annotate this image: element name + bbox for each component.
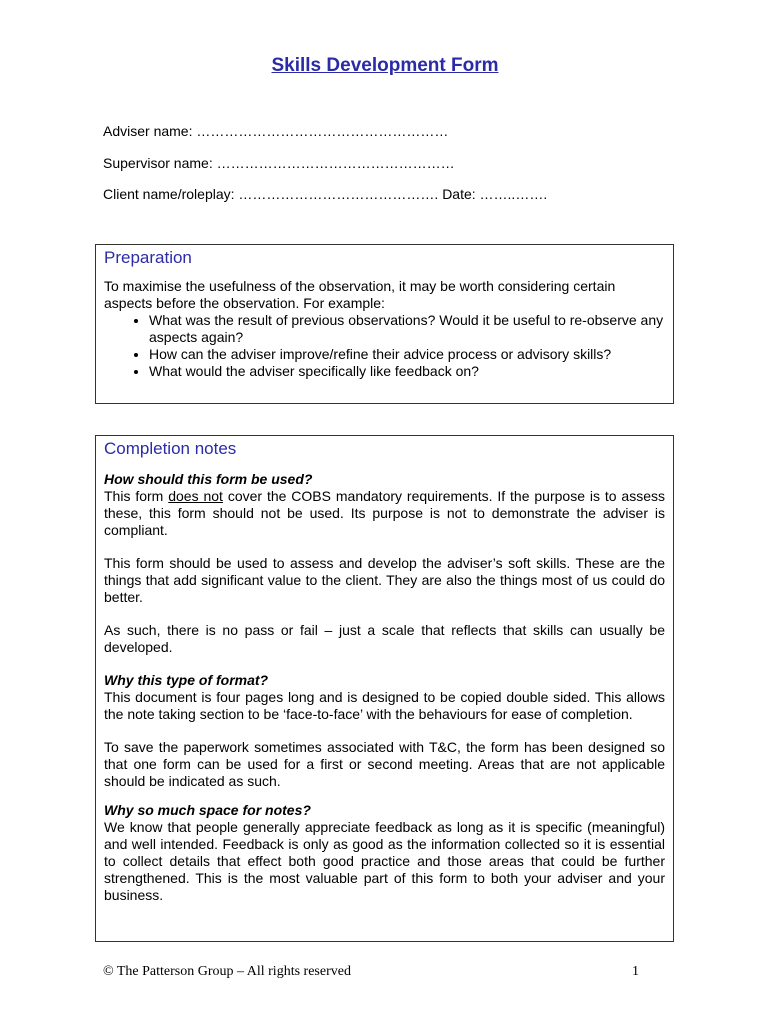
footer-copyright: © The Patterson Group – All rights reserved xyxy=(103,964,351,979)
preparation-bullet: • What was the result of previous observations? Would it be useful to re-observe any aspects again? xyxy=(149,312,665,346)
completion-notes-section xyxy=(95,435,674,942)
completion-paragraph: As such, there is no pass or fail – just a scale that reflects that skills can usually be developed. xyxy=(104,622,665,655)
preparation-intro: To maximise the usefulness of the observation, it may be worth considering certain aspects before the observation. For example: xyxy=(104,278,616,311)
adviser-name-field: Adviser name: ……………………………………………… xyxy=(103,123,449,139)
preparation-bullet: • How can the adviser improve/refine their advice process or advisory skills? xyxy=(149,346,665,363)
page-number: 1 xyxy=(632,964,639,979)
preparation-heading: Preparation xyxy=(104,248,192,267)
preparation-bullet-list xyxy=(104,312,665,380)
client-name-label: Client name/roleplay: ……………………………………. xyxy=(103,186,443,202)
preparation-section xyxy=(95,244,674,404)
does-not-emphasis: does not xyxy=(168,488,223,504)
completion-paragraph: This document is four pages long and is designed to be copied double sided. This allows the note taking section to be ‘face-to-face’ with the behaviours for ease of completion. xyxy=(104,689,665,722)
client-name-field xyxy=(103,186,547,202)
completion-notes-heading: Completion notes xyxy=(104,439,237,458)
completion-paragraph: To save the paperwork sometimes associated with T&C, the form has been designed so that one form can be used for a first or second meeting. Areas that are not applicable should be indicated as such. xyxy=(104,739,665,789)
question-heading-notes-space: Why so much space for notes? xyxy=(104,802,311,818)
date-label: Date: ……..……. xyxy=(442,186,548,202)
supervisor-name-field: Supervisor name: …………………………………………… xyxy=(103,155,455,171)
completion-paragraph: We know that people generally appreciate feedback as long as it is specific (meaningful) and well intended. Feedback is only as good as the information collected so it is essential to collect details that effect both good practice and those areas that could be further strengthened. This is the most valuable part of this form to both your adviser and your business. xyxy=(104,819,665,903)
completion-paragraph: This form should be used to assess and develop the adviser’s soft skills. These are the things that add significant value to the client. They are also the things most of us could do better. xyxy=(104,555,665,605)
question-heading-format: Why this type of format? xyxy=(104,672,269,688)
form-title: Skills Development Form xyxy=(271,55,499,76)
question-heading-how-used: How should this form be used? xyxy=(104,471,313,487)
completion-paragraph: This form does not cover the COBS mandatory requirements. If the purpose is to assess these, this form should not be used. Its purpose is not to demonstrate the adviser is compliant. xyxy=(104,488,666,538)
preparation-bullet: • What would the adviser specifically like feedback on? xyxy=(149,363,665,380)
